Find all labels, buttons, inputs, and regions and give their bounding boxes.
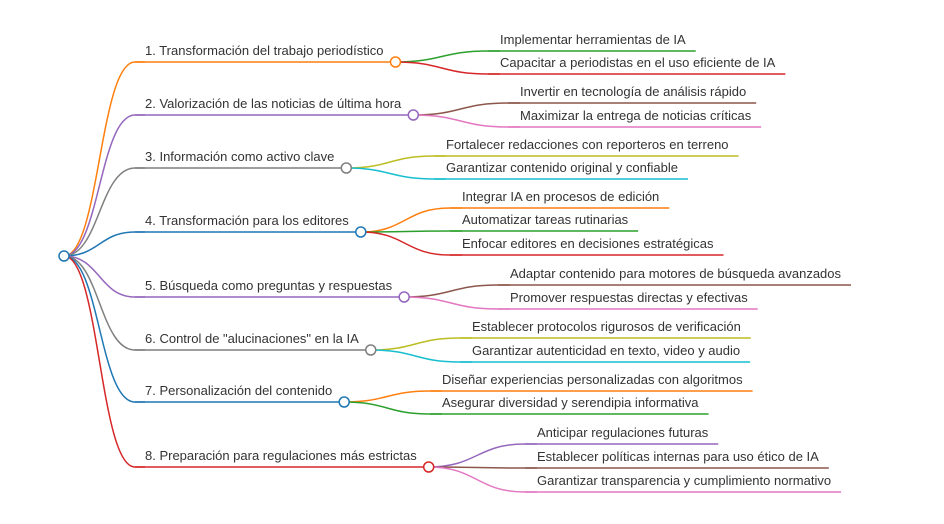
branch-label-3: 3. Información como activo clave — [145, 149, 335, 164]
branch-node-5[interactable] — [399, 292, 409, 302]
child-label-8-3: Garantizar transparencia y cumplimiento normativo — [537, 473, 832, 488]
child-link-4-3 — [361, 232, 462, 255]
child-link-6-1 — [371, 338, 472, 350]
branch-label-8: 8. Preparación para regulaciones más estrictas — [145, 448, 417, 463]
child-link-7-1 — [344, 391, 442, 402]
child-link-1-2 — [395, 62, 500, 74]
child-label-1-1: Implementar herramientas de IA — [500, 32, 686, 47]
child-link-2-1 — [413, 103, 520, 115]
branch-node-4[interactable] — [356, 227, 366, 237]
child-label-3-2: Garantizar contenido original y confiable — [446, 160, 678, 175]
child-label-6-2: Garantizar autenticidad en texto, video y audio — [472, 343, 741, 358]
child-label-5-2: Promover respuestas directas y efectivas — [510, 290, 748, 305]
root-link-3 — [64, 168, 145, 256]
child-link-5-1 — [404, 285, 510, 297]
branch-node-2[interactable] — [408, 110, 418, 120]
nodes-layer — [59, 32, 842, 488]
root-link-8 — [64, 256, 145, 467]
child-label-3-1: Fortalecer redacciones con reporteros en terreno — [446, 137, 729, 152]
child-label-4-3: Enfocar editores en decisiones estratégicas — [462, 236, 714, 251]
child-label-8-1: Anticipar regulaciones futuras — [537, 425, 709, 440]
child-label-4-1: Integrar IA en procesos de edición — [462, 189, 660, 204]
child-link-6-2 — [371, 350, 472, 362]
branch-label-4: 4. Transformación para los editores — [145, 213, 349, 228]
child-label-4-2: Automatizar tareas rutinarias — [462, 212, 629, 227]
branch-label-1: 1. Transformación del trabajo periodístico — [145, 43, 384, 58]
branch-label-6: 6. Control de "alucinaciones" en la IA — [145, 331, 359, 346]
branch-label-7: 7. Personalización del contenido — [145, 383, 333, 398]
child-label-5-1: Adaptar contenido para motores de búsqueda avanzados — [510, 266, 842, 281]
branch-node-3[interactable] — [341, 163, 351, 173]
child-link-8-3 — [429, 467, 537, 492]
child-label-7-2: Asegurar diversidad y serendipia informativa — [442, 395, 699, 410]
child-link-7-2 — [344, 402, 442, 414]
root-link-1 — [64, 62, 145, 256]
child-link-1-1 — [395, 51, 500, 62]
child-link-2-2 — [413, 115, 520, 127]
child-label-8-2: Establecer políticas internas para uso ético de IA — [537, 449, 819, 464]
child-link-5-2 — [404, 297, 510, 309]
root-node[interactable] — [59, 251, 69, 261]
child-link-4-1 — [361, 208, 462, 232]
branch-node-6[interactable] — [366, 345, 376, 355]
child-link-3-1 — [346, 156, 446, 168]
child-link-8-1 — [429, 444, 537, 467]
branch-node-8[interactable] — [424, 462, 434, 472]
child-label-2-2: Maximizar la entrega de noticias críticas — [520, 108, 752, 123]
branch-label-5: 5. Búsqueda como preguntas y respuestas — [145, 278, 393, 293]
child-label-2-1: Invertir en tecnología de análisis rápido — [520, 84, 747, 99]
branch-label-2: 2. Valorización de las noticias de última hora — [145, 96, 402, 111]
child-link-3-2 — [346, 168, 446, 179]
child-label-6-1: Establecer protocolos rigurosos de verificación — [472, 319, 741, 334]
child-label-7-1: Diseñar experiencias personalizadas con algoritmos — [442, 372, 743, 387]
root-link-6 — [64, 256, 145, 350]
branch-node-7[interactable] — [339, 397, 349, 407]
branch-node-1[interactable] — [390, 57, 400, 67]
child-label-1-2: Capacitar a periodistas en el uso eficiente de IA — [500, 55, 776, 70]
root-link-7 — [64, 256, 145, 402]
